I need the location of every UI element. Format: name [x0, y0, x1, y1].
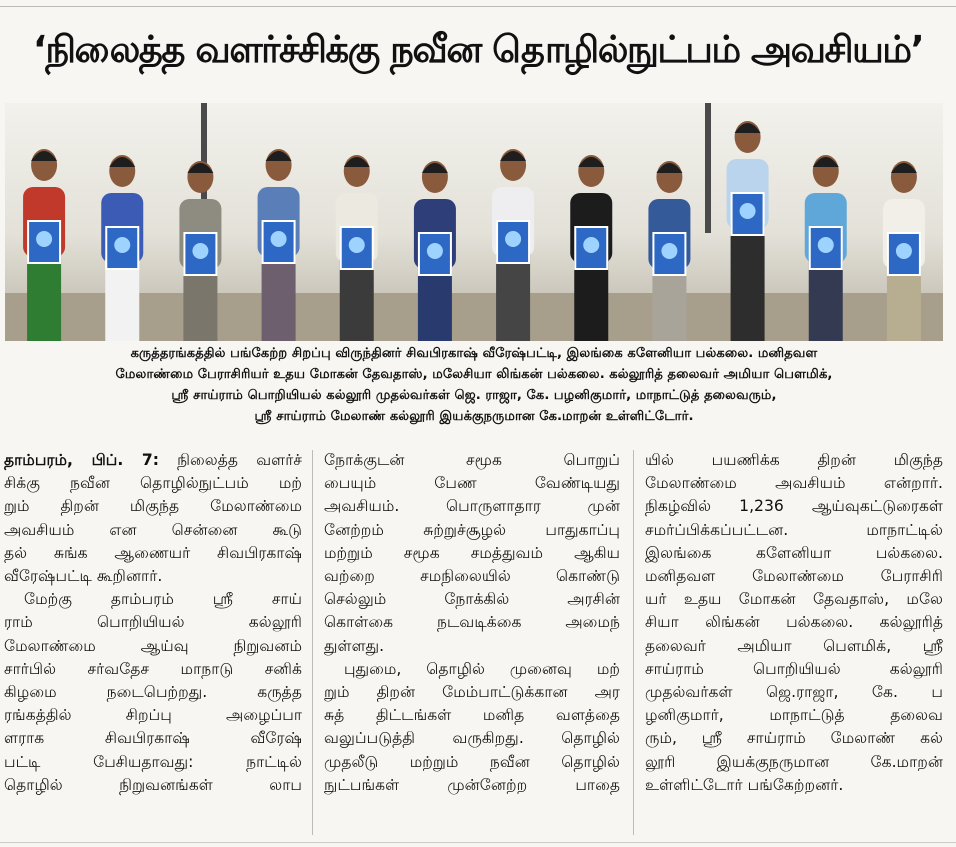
legs — [574, 259, 608, 341]
text-line: சார்பில் சர்வதேச மாநாடு சனிக் — [4, 659, 302, 678]
text-line: அவசியம் என சென்னை கூடு — [4, 520, 302, 539]
legs — [809, 259, 843, 341]
article-column-3 — [645, 449, 943, 797]
text-line: யில் பயணிக்க திறன் மிகுந்த — [645, 451, 943, 469]
text-line: பட்டி பேசியதாவது: நாட்டில் — [4, 752, 302, 771]
text-line-content: நிலைத்த வளர்ச் — [177, 451, 302, 469]
text-line: ரங்கத்தில் சிறப்பு அழைப்பா — [4, 706, 302, 725]
text-line: பையும் பேண வேண்டியது — [324, 474, 620, 493]
screen-frame-right — [705, 103, 711, 233]
book-cover-graphic — [271, 231, 287, 247]
text-line: வலுப்படுத்தி வருகிறது. தொழில் — [324, 729, 620, 748]
legs — [105, 259, 139, 341]
top-rule — [0, 6, 956, 7]
legs — [27, 253, 61, 341]
legs — [496, 253, 530, 341]
dateline: தாம்பரம், பிப். 7: — [4, 451, 160, 469]
book-cover-graphic — [192, 243, 208, 259]
text-line: முதல்வர்கள் ஜெ.ராஜா, கே. ப — [645, 683, 943, 702]
book-cover-graphic — [36, 231, 52, 247]
book-cover-graphic — [349, 237, 365, 253]
text-line: ளராக சிவபிரகாஷ் வீரேஷ் — [4, 729, 302, 748]
text-line: ழனிகுமார், மாநாட்டுத் தலைவ — [645, 706, 943, 725]
column-divider — [312, 450, 313, 835]
text-line: தல் சுங்க ஆணையர் சிவபிரகாஷ் — [4, 543, 302, 562]
text-line — [4, 449, 302, 472]
article-column-1 — [4, 449, 302, 797]
text-line: மனிதவள மேலாண்மை பேராசிரி — [645, 567, 943, 586]
bottom-rule — [0, 842, 956, 843]
text-line: லூரி இயக்குநருமான கே.மாறன் — [645, 752, 943, 771]
text-line: வற்றை சமநிலையில் கொண்டு — [324, 567, 620, 586]
text-line: ரும், ஸ்ரீ சாய்ராம் மேலாண் கல் — [645, 729, 943, 748]
legs — [340, 259, 374, 341]
text-line: றும் திறன் மேம்பாட்டுக்கான அர — [324, 683, 620, 702]
book-cover-graphic — [740, 203, 756, 219]
text-line: முதலீடு மற்றும் நவீன தொழில் — [324, 752, 620, 771]
text-line: யர் உதய மோகன் தேவதாஸ், மலே — [645, 590, 943, 609]
text-line: உள்ளிட்டோர் பங்கேற்றனர். — [645, 775, 844, 794]
text-line: சமர்ப்பிக்கப்பட்டன. மாநாட்டில் — [645, 520, 943, 539]
headline: ‘நிலைத்த வளர்ச்சிக்கு நவீன தொழில்நுட்பம் அவசியம்’ — [32, 28, 924, 71]
legs — [887, 265, 921, 341]
photo-caption — [5, 343, 943, 427]
text-line: மேலாண்மை அவசியம் என்றார். — [645, 474, 943, 493]
text-line: மற்றும் சமூக சமத்துவம் ஆகிய — [324, 543, 620, 562]
event-photo-illustration — [5, 103, 943, 341]
text-line: சாய்ராம் பொறியியல் கல்லூரி — [645, 659, 943, 678]
caption-line: மேலாண்மை பேராசிரியர் உதய மோகன் தேவதாஸ், மலேசியா லிங்கன் பல்கலை. கல்லூரித் தலைவர் அமியா பௌமிக், — [115, 367, 833, 382]
text-line: ராம் பொறியியல் கல்லூரி — [4, 613, 302, 632]
text-line: தலைவர் அமியா பௌமிக், ஸ்ரீ — [645, 636, 943, 655]
text-line: இலங்கை களேனியா பல்கலை. — [645, 543, 943, 562]
text-line: றும் திறன் மிகுந்த மேலாண்மை — [4, 497, 302, 516]
book-cover-graphic — [505, 231, 521, 247]
text-line: னேற்றம் சுற்றுச்சூழல் பாதுகாப்பு — [324, 520, 620, 539]
legs — [731, 225, 765, 341]
text-line: மேலாண்மை ஆய்வு நிறுவனம் — [4, 636, 302, 655]
book-cover-graphic — [661, 243, 677, 259]
text-line: கிழமை நடைபெற்றது. கருத்த — [4, 683, 302, 702]
article-column-2 — [324, 449, 620, 797]
book-cover-graphic — [896, 243, 912, 259]
text-line: துள்ளது. — [324, 636, 385, 655]
text-line: தொழில் நிறுவனங்கள் லாப — [4, 775, 302, 794]
text-line: அவசியம். பொருளாதார முன் — [324, 497, 620, 516]
text-line: நோக்குடன் சமூக பொறுப் — [324, 451, 620, 469]
legs — [652, 265, 686, 341]
legs — [262, 253, 296, 341]
book-cover-graphic — [818, 237, 834, 253]
text-line: மேற்கு தாம்பரம் ஸ்ரீ சாய் — [24, 590, 302, 609]
stage-floor — [5, 293, 943, 341]
event-photo — [5, 103, 943, 341]
text-line: புதுமை, தொழில் முனைவு மற் — [344, 659, 620, 678]
caption-line: ஸ்ரீ சாய்ராம் மேலாண் கல்லூரி இயக்குநருமான கே.மாறன் உள்ளிட்டோர். — [254, 409, 694, 424]
text-line: சியா லிங்கன் பல்கலை. கல்லூரித் — [645, 613, 943, 632]
text-line: நுட்பங்கள் முன்னேற்ற பாதை — [324, 775, 620, 794]
legs — [418, 265, 452, 341]
column-divider — [633, 450, 634, 835]
text-line: சுத் திட்டங்கள் மனித வளத்தை — [324, 706, 620, 725]
legs — [183, 265, 217, 341]
text-line: நிகழ்வில் 1,236 ஆய்வுகட்டுரைகள் — [645, 497, 943, 516]
text-line: செல்லும் நோக்கில் அரசின் — [324, 590, 620, 609]
book-cover-graphic — [583, 237, 599, 253]
text-line: வீரேஷ்பட்டி கூறினார். — [4, 567, 163, 586]
book-cover-graphic — [427, 243, 443, 259]
caption-line: ஸ்ரீ சாய்ராம் பொறியியல் கல்லூரி முதல்வர்கள் ஜெ. ராஜா, கே. பழனிகுமார், மாநாட்டுத் தலைவரும், — [171, 388, 777, 403]
text-line: சிக்கு நவீன தொழில்நுட்பம் மற் — [4, 474, 302, 493]
book-cover-graphic — [114, 237, 130, 253]
caption-line: கருத்தரங்கத்தில் பங்கேற்ற சிறப்பு விருந்தினர் சிவபிரகாஷ் வீரேஷ்பட்டி, இலங்கை களேனியா பல்கலை. மனிதவள — [130, 346, 818, 361]
text-line: கொள்கை நடவடிக்கை அமைந் — [324, 613, 620, 632]
